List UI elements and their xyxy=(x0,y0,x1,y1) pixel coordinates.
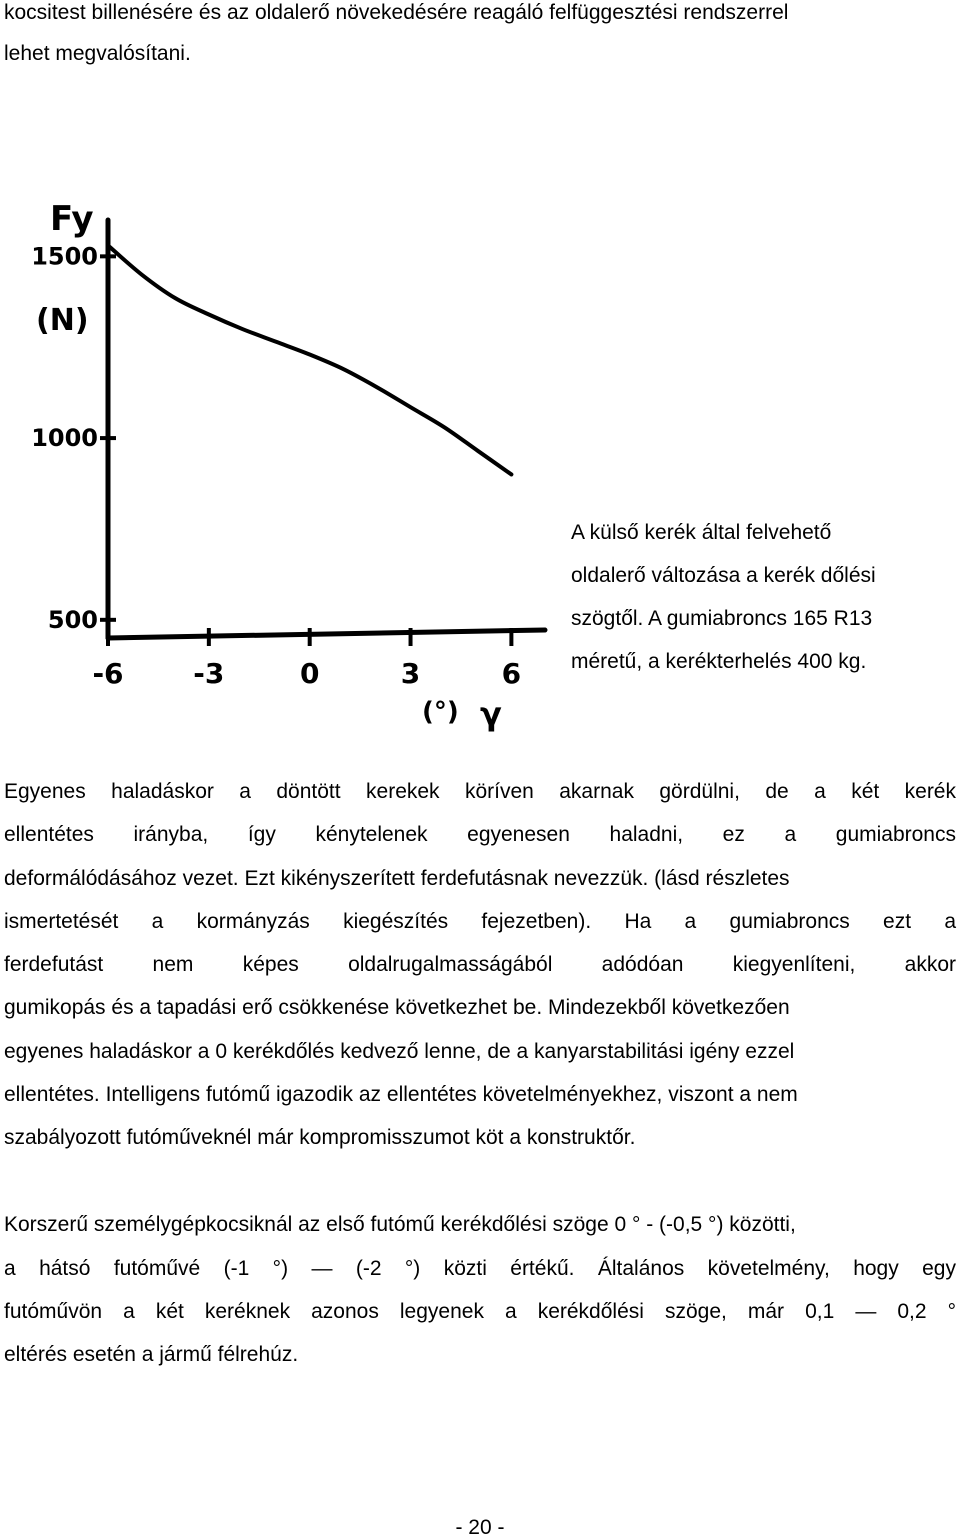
paragraph1-line-7: egyenes haladáskor a 0 kerékdőlés kedvező lenne, de a kanyarstabilitási igény ezzel xyxy=(4,1040,795,1063)
top-text-line-1: kocsitest billenésére és az oldalerő növekedésére reagáló felfüggesztési rendszerrel xyxy=(4,1,789,24)
paragraph1-line-5: ferdefutást nem képes oldalrugalmasságából adódóan kiegyenlíteni, akkor xyxy=(4,953,956,976)
series-line xyxy=(108,245,511,474)
paragraph2-line-3: futóművön a két keréknek azonos legyenek a kerékdőlési szöge, már 0,1 — 0,2 ° xyxy=(4,1300,956,1323)
paragraph1-line-8: ellentétes. Intelligens futómű igazodik az ellentétes követelményekhez, viszont a nem xyxy=(4,1083,798,1106)
side-force-chart xyxy=(0,180,560,740)
y-tick-label: 500 xyxy=(47,605,98,634)
caption-line-4: méretű, a kerékterhelés 400 kg. xyxy=(571,650,867,673)
caption-line-1: A külső kerék által felvehető xyxy=(571,521,832,544)
x-tick-label: -6 xyxy=(92,657,124,690)
paragraph2-line-2: a hátsó futóművé (-1 °) — (-2 °) közti értékű. Általános követelmény, hogy egy xyxy=(4,1257,956,1280)
paragraph1-line-9: szabályozott futóműveknél már kompromisszumot köt a konstruktőr. xyxy=(4,1126,636,1149)
y-tick-label: 1500 xyxy=(31,242,98,271)
x-tick-label: -3 xyxy=(193,657,225,690)
caption-line-3: szögtől. A gumiabroncs 165 R13 xyxy=(571,607,873,630)
paragraph1-line-4: ismertetését a kormányzás kiegészítés fejezetben). Ha a gumiabroncs ezt a xyxy=(4,910,956,933)
paragraph1-line-2: ellentétes irányba, így kénytelenek egyenesen haladni, ez a gumiabroncs xyxy=(4,823,956,846)
x-axis-symbol: γ xyxy=(480,695,502,733)
paragraph2-line-4: eltérés esetén a jármű félrehúz. xyxy=(4,1343,299,1366)
x-tick-label: 6 xyxy=(501,657,522,690)
x-axis xyxy=(108,630,545,638)
paragraph2-line-1: Korszerű személygépkocsiknál az első futómű kerékdőlési szöge 0 ° - (-0,5 °) közötti, xyxy=(4,1213,796,1236)
x-tick-label: 3 xyxy=(400,657,421,690)
caption-line-2: oldalerő változása a kerék dőlési xyxy=(571,564,876,587)
x-tick-label: 0 xyxy=(299,657,320,690)
paragraph1-line-6: gumikopás és a tapadási erő csökkenése következhet be. Mindezekből következően xyxy=(4,996,790,1019)
top-text-line-2: lehet megvalósítani. xyxy=(4,42,191,65)
y-axis-symbol: Fy xyxy=(50,199,94,239)
y-axis-unit: (N) xyxy=(36,303,89,338)
y-tick-label: 1000 xyxy=(31,424,98,453)
x-axis-unit: (°) xyxy=(422,697,459,727)
page-number: - 20 - xyxy=(455,1516,505,1539)
paragraph1-line-1: Egyenes haladáskor a döntött kerekek köríven akarnak gördülni, de a két kerék xyxy=(4,780,956,803)
paragraph1-line-3: deformálódásához vezet. Ezt kikényszerített ferdefutásnak nevezzük. (lásd részletes xyxy=(4,867,790,890)
